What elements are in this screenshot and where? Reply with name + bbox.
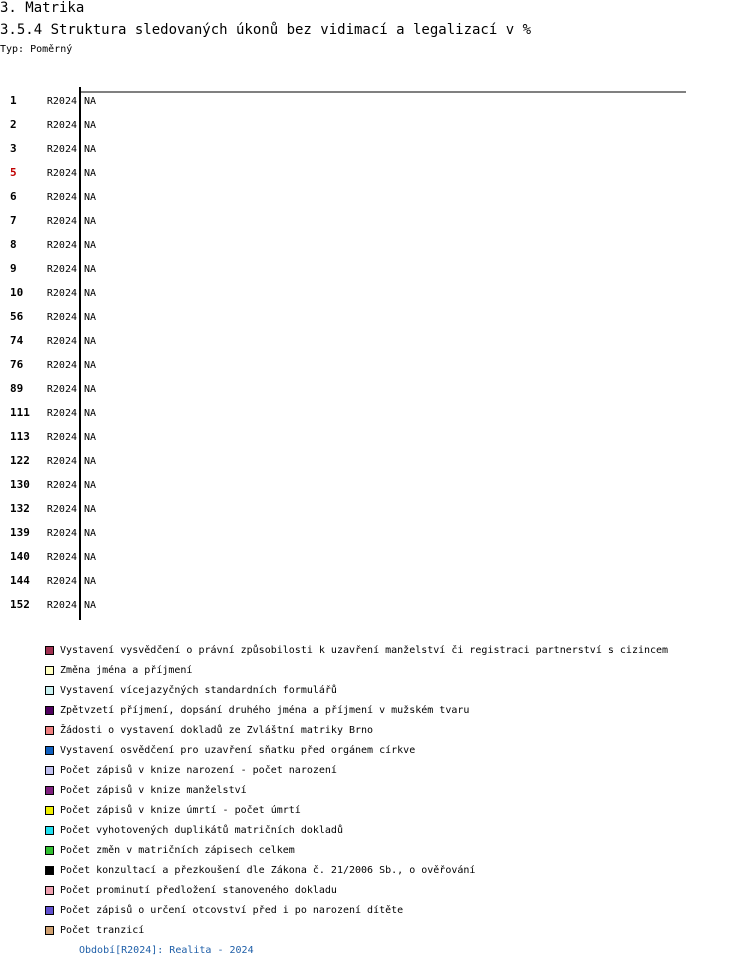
chart-title: 3.5.4 Struktura sledovaných úkonů bez vidimací a legalizací v %	[0, 22, 532, 38]
value-label: NA	[84, 456, 97, 467]
period-label: R2024	[46, 480, 77, 491]
legend-label: Žádosti o vystavení dokladů ze Zvláštní matriky Brno	[60, 724, 374, 736]
category-label: 1	[10, 94, 17, 107]
period-label: R2024	[46, 120, 77, 131]
legend-label: Zpětvzetí příjmení, dopsání druhého jména a příjmení v mužském tvaru	[60, 704, 470, 716]
category-label: 6	[10, 190, 17, 203]
value-label: NA	[84, 144, 97, 155]
category-label: 111	[10, 406, 30, 419]
legend-item	[45, 780, 668, 800]
category-label: 140	[10, 550, 30, 563]
category-label: 56	[10, 310, 24, 323]
category-label: 2	[10, 118, 17, 131]
legend-item	[45, 680, 668, 700]
period-label: R2024	[46, 264, 77, 275]
legend-item	[45, 900, 668, 920]
legend-item	[45, 720, 668, 740]
value-label: NA	[84, 240, 97, 251]
period-label: R2024	[46, 168, 77, 179]
category-label: 122	[10, 454, 30, 467]
category-label: 144	[10, 574, 30, 587]
legend-swatch	[45, 866, 54, 875]
legend-item	[45, 880, 668, 900]
category-label: 3	[10, 142, 17, 155]
legend-label: Vystavení vysvědčení o právní způsobilosti k uzavření manželství či registraci partnerství s cizincem	[60, 644, 669, 656]
legend-item	[45, 820, 668, 840]
legend-item	[45, 860, 668, 880]
period-label: R2024	[46, 312, 77, 323]
legend-item	[45, 640, 668, 660]
category-label: 9	[10, 262, 17, 275]
value-label: NA	[84, 168, 97, 179]
legend-label: Počet zápisů v knize úmrtí - počet úmrtí	[60, 804, 301, 816]
value-label: NA	[84, 264, 97, 275]
legend-swatch	[45, 646, 54, 655]
legend-label: Počet změn v matričních zápisech celkem	[60, 844, 295, 856]
value-label: NA	[84, 360, 97, 371]
legend-item	[45, 700, 668, 720]
period-label: R2024	[46, 384, 77, 395]
category-label: 76	[10, 358, 24, 371]
legend-swatch	[45, 686, 54, 695]
legend-swatch	[45, 766, 54, 775]
category-label: 152	[10, 598, 30, 611]
category-label: 130	[10, 478, 30, 491]
period-footnote: Období[R2024]: Realita - 2024	[79, 945, 254, 956]
legend-label: Počet zápisů v knize manželství	[60, 784, 247, 796]
value-label: NA	[84, 120, 97, 131]
legend-swatch	[45, 726, 54, 735]
value-label: NA	[84, 504, 97, 515]
value-label: NA	[84, 480, 97, 491]
period-label: R2024	[46, 96, 77, 107]
period-label: R2024	[46, 288, 77, 299]
legend-item	[45, 840, 668, 860]
legend-item	[45, 760, 668, 780]
period-label: R2024	[46, 432, 77, 443]
category-label: 132	[10, 502, 30, 515]
chart-type-label: Typ: Poměrný	[0, 44, 73, 55]
legend-item	[45, 800, 668, 820]
legend-swatch	[45, 926, 54, 935]
legend-swatch	[45, 886, 54, 895]
period-label: R2024	[46, 408, 77, 419]
period-label: R2024	[46, 360, 77, 371]
legend-label: Počet zápisů o určení otcovství před i po narození dítěte	[60, 904, 404, 916]
category-label: 7	[10, 214, 17, 227]
legend-label: Vystavení osvědčení pro uzavření sňatku před orgánem církve	[60, 744, 416, 756]
legend-label: Počet tranzicí	[60, 924, 145, 936]
period-label: R2024	[46, 216, 77, 227]
period-label: R2024	[46, 528, 77, 539]
period-label: R2024	[46, 600, 77, 611]
legend-swatch	[45, 826, 54, 835]
value-label: NA	[84, 576, 97, 587]
period-label: R2024	[46, 552, 77, 563]
legend-swatch	[45, 906, 54, 915]
period-label: R2024	[46, 192, 77, 203]
legend-swatch	[45, 746, 54, 755]
legend-item	[45, 740, 668, 760]
category-label: 10	[10, 286, 24, 299]
category-label: 89	[10, 382, 24, 395]
legend-swatch	[45, 806, 54, 815]
category-label: 5	[10, 166, 17, 179]
value-label: NA	[84, 96, 97, 107]
section-title: 3. Matrika	[0, 0, 85, 16]
value-label: NA	[84, 312, 97, 323]
period-label: R2024	[46, 240, 77, 251]
period-label: R2024	[46, 576, 77, 587]
legend-label: Změna jména a příjmení	[60, 664, 193, 676]
value-label: NA	[84, 288, 97, 299]
legend-swatch	[45, 846, 54, 855]
value-label: NA	[84, 192, 97, 203]
legend-item	[45, 660, 668, 680]
category-label: 139	[10, 526, 30, 539]
legend-label: Počet vyhotovených duplikátů matričních dokladů	[60, 824, 343, 836]
value-label: NA	[84, 600, 97, 611]
value-label: NA	[84, 528, 97, 539]
legend-swatch	[45, 706, 54, 715]
legend-label: Vystavení vícejazyčných standardních formulářů	[60, 684, 337, 696]
legend-item	[45, 920, 668, 940]
legend-swatch	[45, 786, 54, 795]
value-label: NA	[84, 432, 97, 443]
value-label: NA	[84, 552, 97, 563]
legend	[45, 640, 668, 940]
category-label: 74	[10, 334, 24, 347]
category-label: 8	[10, 238, 17, 251]
legend-swatch	[45, 666, 54, 675]
legend-label: Počet konzultací a přezkoušení dle Zákona č. 21/2006 Sb., o ověřování	[60, 864, 476, 876]
value-label: NA	[84, 216, 97, 227]
legend-label: Počet prominutí předložení stanoveného dokladu	[60, 884, 337, 896]
value-label: NA	[84, 336, 97, 347]
legend-label: Počet zápisů v knize narození - počet narození	[60, 764, 337, 776]
period-label: R2024	[46, 504, 77, 515]
period-label: R2024	[46, 144, 77, 155]
period-label: R2024	[46, 336, 77, 347]
value-label: NA	[84, 384, 97, 395]
period-label: R2024	[46, 456, 77, 467]
value-label: NA	[84, 408, 97, 419]
category-label: 113	[10, 430, 30, 443]
